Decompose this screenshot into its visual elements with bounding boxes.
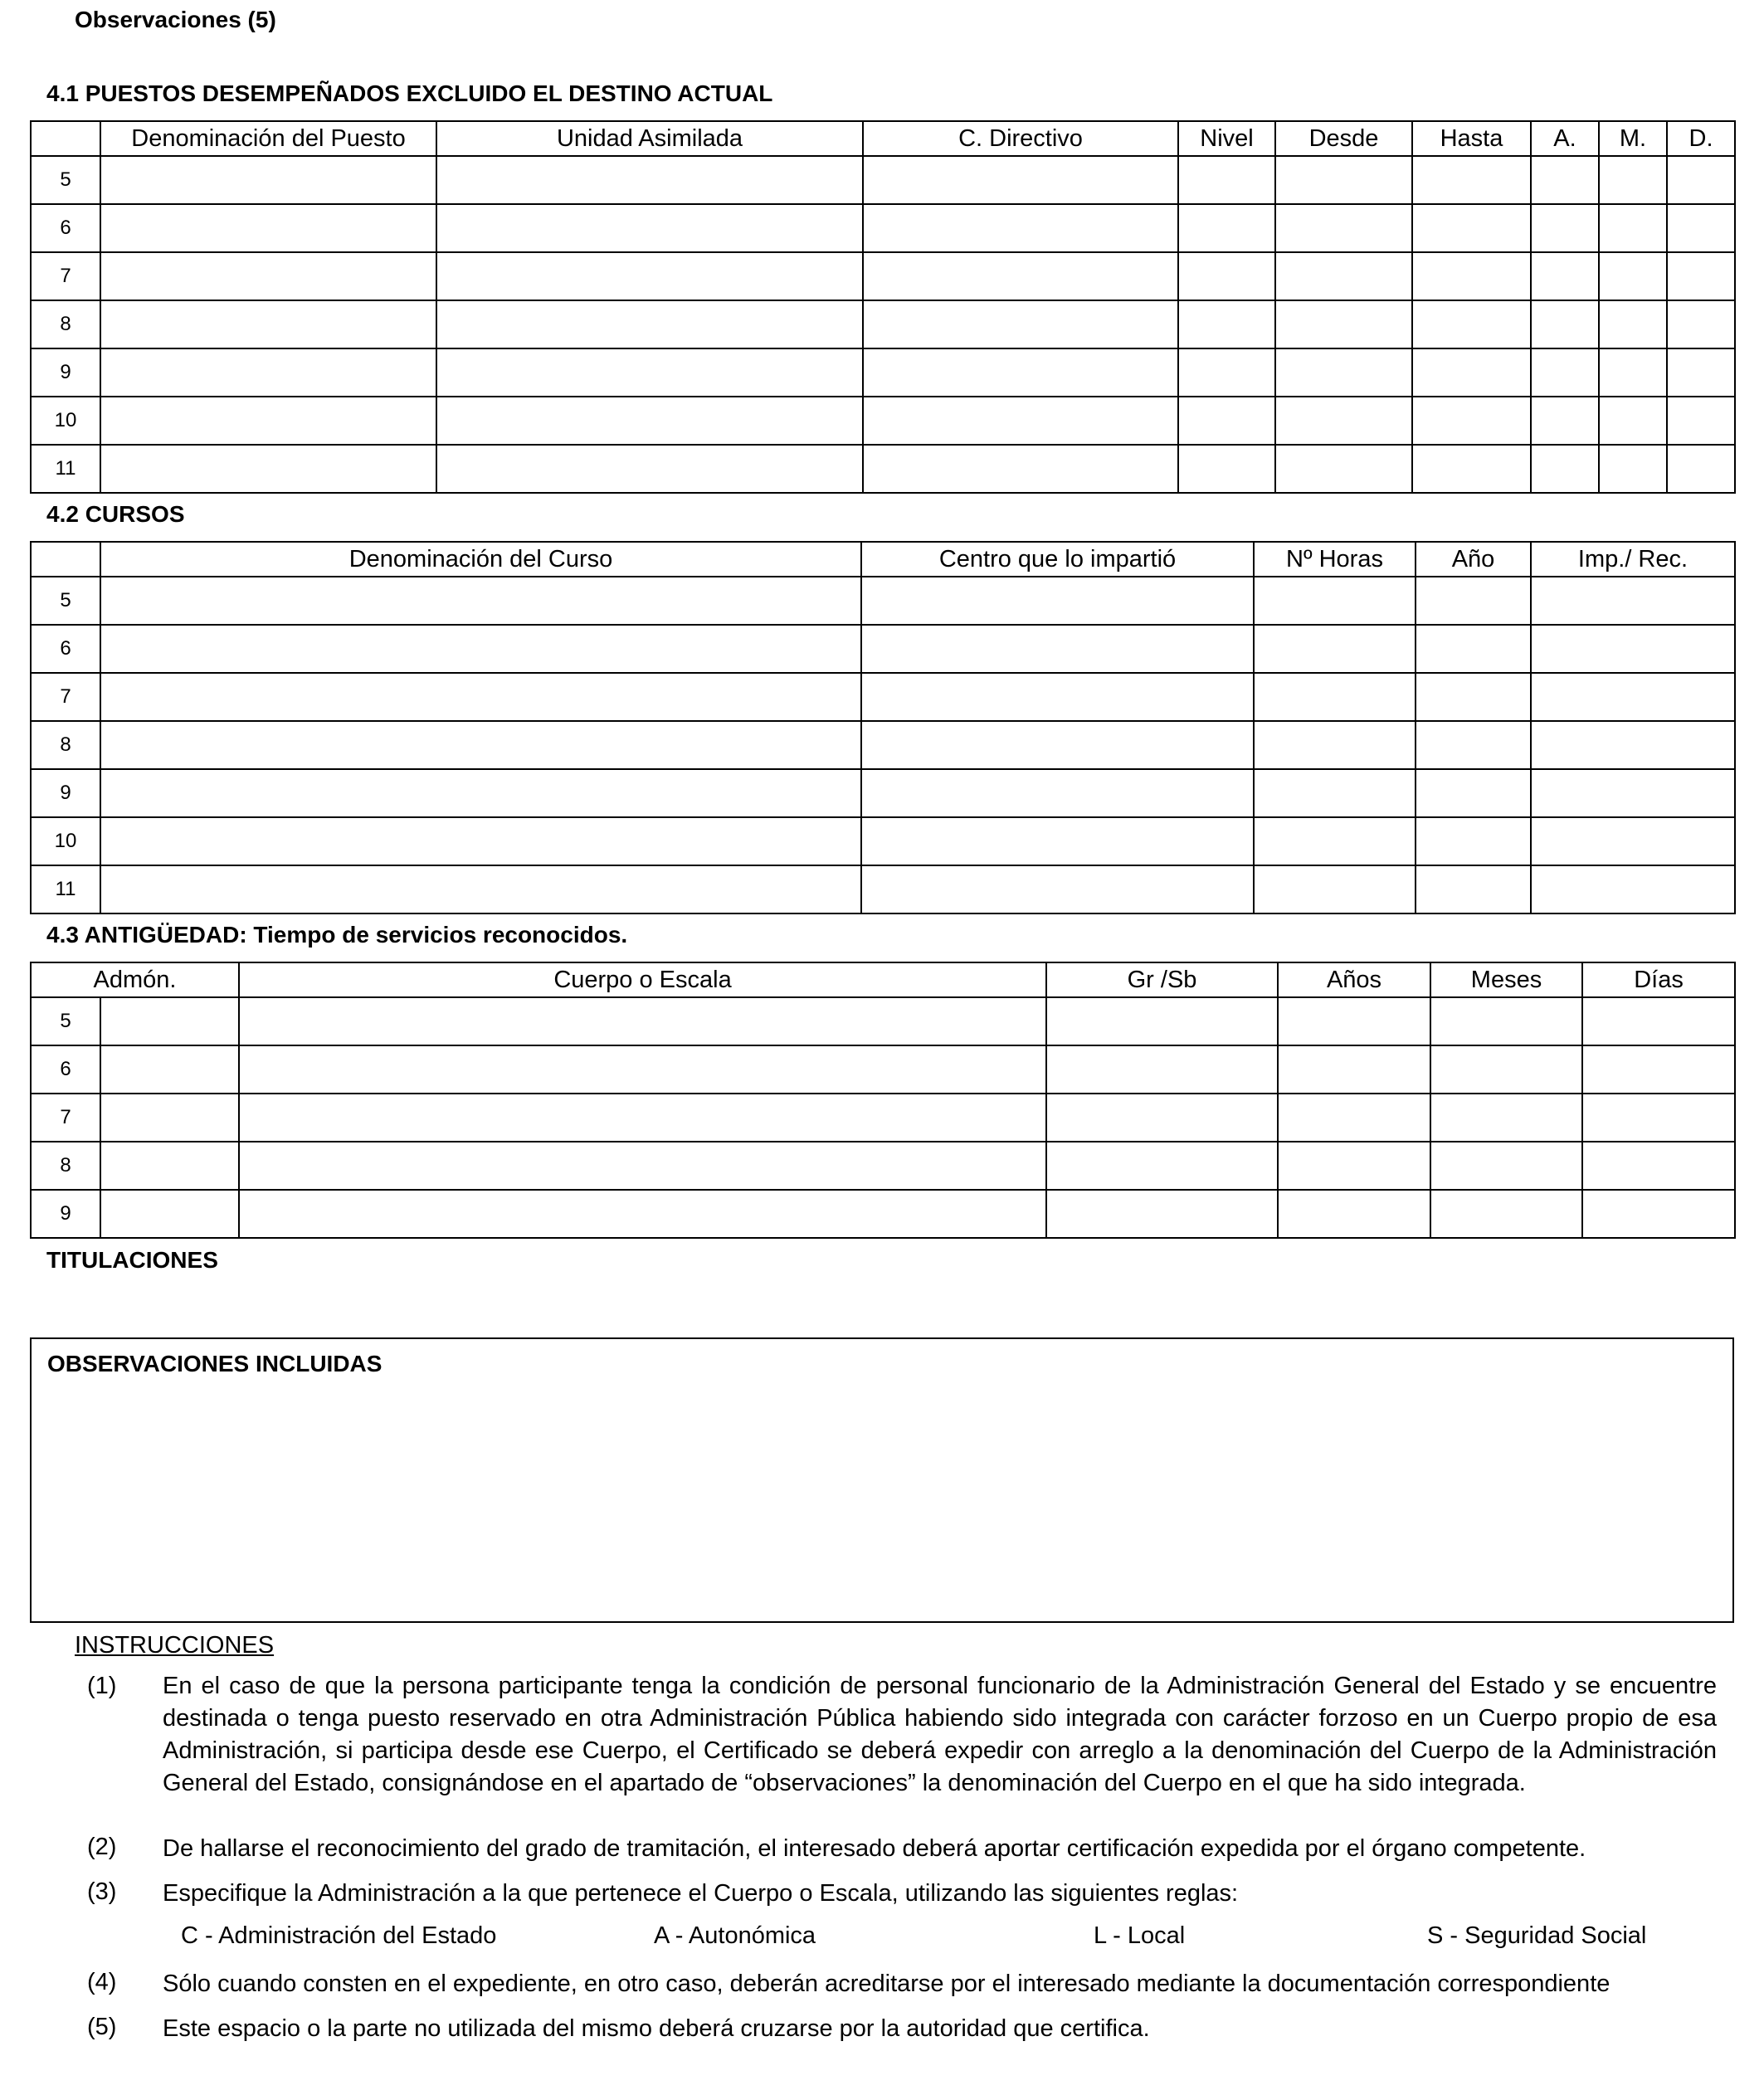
table-row [31,817,1735,865]
column-header-imp-rec: Imp./ Rec. [1531,542,1735,577]
table-cell[interactable] [1531,673,1735,721]
instruccion-marker: (1) [87,1673,117,1699]
table-row [31,625,1735,673]
table-row [31,997,1735,1045]
table-header-row [31,121,1735,156]
table-cell[interactable] [100,817,861,865]
table-cell[interactable] [1254,577,1416,625]
table-cell[interactable] [436,397,863,445]
cursos-table [30,541,1736,914]
table-cell[interactable] [863,397,1178,445]
table-cell[interactable] [1412,204,1531,252]
table-cell[interactable] [436,252,863,300]
table-cell[interactable] [1278,1045,1430,1094]
table-cell[interactable] [863,348,1178,397]
table-cell[interactable] [1531,817,1735,865]
row-number: 10 [31,397,100,445]
table-cell[interactable] [1416,673,1531,721]
table-cell[interactable] [436,348,863,397]
column-header-blank [31,121,100,156]
table-cell[interactable] [1599,445,1667,493]
row-number: 11 [31,445,100,493]
table-row [31,1094,1735,1142]
table-cell[interactable] [100,673,861,721]
table-cell[interactable] [100,204,436,252]
table-cell[interactable] [1599,156,1667,204]
table-cell[interactable] [239,1094,1046,1142]
puestos-table [30,120,1736,494]
table-cell[interactable] [1416,721,1531,769]
table-cell[interactable] [436,204,863,252]
table-cell[interactable] [100,577,861,625]
table-row [31,577,1735,625]
table-cell[interactable] [1412,156,1531,204]
table-cell[interactable] [100,156,436,204]
table-cell[interactable] [1416,769,1531,817]
table-row [31,252,1735,300]
row-number: 8 [31,300,100,348]
table-cell[interactable] [861,865,1254,913]
row-number: 7 [31,673,100,721]
row-number: 9 [31,348,100,397]
table-cell[interactable] [1178,348,1275,397]
column-header-gr-sb: Gr /Sb [1046,962,1278,997]
table-cell[interactable] [1582,1045,1735,1094]
table-cell[interactable] [239,1045,1046,1094]
table-cell[interactable] [1599,397,1667,445]
row-number: 9 [31,769,100,817]
observaciones-title: Observaciones (5) [75,7,276,32]
table-row [31,721,1735,769]
instruccion-marker: (2) [87,1834,117,1860]
table-cell[interactable] [861,625,1254,673]
antiguedad-table [30,962,1736,1239]
table-cell[interactable] [1254,865,1416,913]
table-cell[interactable] [1531,769,1735,817]
instruccion-text: De hallarse el reconocimiento del grado de tramitación, el interesado deberá aportar certificación expedida por el órgano competente. [163,1835,1586,1862]
table-cell[interactable] [1416,817,1531,865]
table-cell[interactable] [1582,1094,1735,1142]
table-cell[interactable] [863,156,1178,204]
table-cell[interactable] [100,769,861,817]
column-header-centro-que-lo-impartio: Centro que lo impartió [861,542,1254,577]
section-42-title: 4.2 CURSOS [46,501,185,527]
instruccion-marker: (4) [87,1969,117,1995]
column-header-blank [31,542,100,577]
table-cell[interactable] [100,397,436,445]
table-row [31,1045,1735,1094]
table-cell[interactable] [1275,397,1412,445]
table-cell[interactable] [1531,348,1599,397]
table-cell[interactable] [1430,1190,1582,1238]
table-cell[interactable] [436,445,863,493]
table-cell[interactable] [1178,204,1275,252]
table-cell[interactable] [1046,1190,1278,1238]
table-cell[interactable] [1254,721,1416,769]
column-header-ano: Año [1416,542,1531,577]
table-cell[interactable] [1254,673,1416,721]
table-cell[interactable] [1278,997,1430,1045]
observaciones-incluidas-box[interactable] [30,1337,1734,1623]
row-number: 9 [31,1190,100,1238]
table-cell[interactable] [1275,156,1412,204]
table-cell[interactable] [1667,252,1735,300]
table-cell[interactable] [1416,577,1531,625]
column-header-denominacion-del-puesto: Denominación del Puesto [100,121,436,156]
table-cell[interactable] [1667,300,1735,348]
instruccion-text: Especifique la Administración a la que pertenece el Cuerpo o Escala, utilizando las siguientes reglas: [163,1880,1239,1907]
table-row [31,300,1735,348]
row-number: 5 [31,156,100,204]
table-cell[interactable] [1178,300,1275,348]
table-cell[interactable] [100,865,861,913]
table-cell[interactable] [1275,348,1412,397]
table-cell[interactable] [1667,348,1735,397]
row-number: 7 [31,252,100,300]
table-cell[interactable] [1254,817,1416,865]
table-cell[interactable] [1531,721,1735,769]
instruccion-text: En el caso de que la persona participante tenga la condición de personal funcionario de la Administración General del Estado y se encuentre destinada o tenga puesto reservado en otra Administración Pública habiendo sido integrada con carácter forzoso en un Cuerpo propio de esa Administración, si participa desde ese Cuerpo, el Certificado se deberá expedir con arreglo a la denominación del Cuerpo de la Administración General del Estado, consignándose en el apartado de “observaciones” la denominación del Cuerpo en el que ha sido integrada. [163,1673,1717,1796]
table-cell[interactable] [100,625,861,673]
table-cell[interactable] [863,204,1178,252]
table-cell[interactable] [1582,1190,1735,1238]
table-cell[interactable] [1430,1094,1582,1142]
table-cell[interactable] [861,817,1254,865]
table-cell[interactable] [1531,865,1735,913]
column-header-denominacion-del-curso: Denominación del Curso [100,542,861,577]
table-cell[interactable] [1046,1094,1278,1142]
table-cell[interactable] [1582,997,1735,1045]
table-cell[interactable] [1275,204,1412,252]
instruccion-text: Este espacio o la parte no utilizada del mismo deberá cruzarse por la autoridad que certifica. [163,2015,1150,2042]
row-number: 11 [31,865,100,913]
table-cell[interactable] [1531,577,1735,625]
table-cell[interactable] [1667,204,1735,252]
table-cell[interactable] [1531,445,1599,493]
table-cell[interactable] [1275,252,1412,300]
table-cell[interactable] [100,300,436,348]
rule-autonomica: A - Autonómica [654,1922,816,1949]
table-cell[interactable] [1430,997,1582,1045]
row-number: 6 [31,625,100,673]
table-header-row [31,962,1735,997]
table-cell[interactable] [1582,1142,1735,1190]
column-header-anos: Años [1278,962,1430,997]
table-cell[interactable] [1254,769,1416,817]
table-row [31,445,1735,493]
column-header-unidad-asimilada: Unidad Asimilada [436,121,863,156]
column-header-admon: Admón. [31,962,239,997]
table-cell[interactable] [1599,204,1667,252]
table-cell[interactable] [861,577,1254,625]
table-cell[interactable] [100,1045,239,1094]
table-cell[interactable] [436,156,863,204]
table-row [31,348,1735,397]
instruccion-marker: (5) [87,2014,117,2040]
table-cell[interactable] [1178,252,1275,300]
row-number: 7 [31,1094,100,1142]
row-number: 8 [31,721,100,769]
table-cell[interactable] [1599,348,1667,397]
table-cell[interactable] [863,300,1178,348]
table-cell[interactable] [1599,300,1667,348]
column-header-m: M. [1599,121,1667,156]
column-header-dias: Días [1582,962,1735,997]
table-cell[interactable] [239,1190,1046,1238]
table-cell[interactable] [1416,865,1531,913]
table-cell[interactable] [1412,348,1531,397]
table-cell[interactable] [1278,1142,1430,1190]
table-cell[interactable] [1667,445,1735,493]
table-header-row [31,542,1735,577]
table-cell[interactable] [1531,625,1735,673]
row-number: 5 [31,577,100,625]
table-cell[interactable] [1416,625,1531,673]
table-cell[interactable] [1430,1142,1582,1190]
table-cell[interactable] [1531,252,1599,300]
rule-seguridad-social: S - Seguridad Social [1427,1922,1647,1949]
rule-estado: C - Administración del Estado [181,1922,497,1949]
column-header-nivel: Nivel [1178,121,1275,156]
table-cell[interactable] [861,769,1254,817]
table-cell[interactable] [1667,156,1735,204]
table-cell[interactable] [861,721,1254,769]
table-row [31,1190,1735,1238]
row-number: 6 [31,204,100,252]
table-cell[interactable] [100,445,436,493]
column-header-n-horas: Nº Horas [1254,542,1416,577]
column-header-hasta: Hasta [1412,121,1531,156]
table-cell[interactable] [100,1142,239,1190]
section-43-title: 4.3 ANTIGÜEDAD: Tiempo de servicios reconocidos. [46,922,628,948]
rule-local: L - Local [1094,1922,1186,1949]
table-row [31,769,1735,817]
table-row [31,673,1735,721]
table-cell[interactable] [1178,397,1275,445]
table-cell[interactable] [1412,445,1531,493]
table-cell[interactable] [1275,300,1412,348]
table-cell[interactable] [239,997,1046,1045]
table-cell[interactable] [1412,300,1531,348]
table-cell[interactable] [1599,252,1667,300]
column-header-d: D. [1667,121,1735,156]
row-number: 5 [31,997,100,1045]
table-cell[interactable] [1275,445,1412,493]
table-row [31,1142,1735,1190]
table-cell[interactable] [1046,1142,1278,1190]
titulaciones-title: TITULACIONES [46,1247,218,1273]
observaciones-incluidas-title: OBSERVACIONES INCLUIDAS [47,1351,383,1376]
table-cell[interactable] [1046,997,1278,1045]
table-row [31,865,1735,913]
table-row [31,204,1735,252]
table-cell[interactable] [863,252,1178,300]
table-cell[interactable] [1178,156,1275,204]
table-cell[interactable] [1178,445,1275,493]
table-cell[interactable] [861,673,1254,721]
instruccion-marker: (3) [87,1878,117,1905]
table-cell[interactable] [1531,397,1599,445]
table-cell[interactable] [436,300,863,348]
table-cell[interactable] [1412,252,1531,300]
table-cell[interactable] [1667,397,1735,445]
column-header-c-directivo: C. Directivo [863,121,1178,156]
row-number: 10 [31,817,100,865]
instruccion-text: Sólo cuando consten en el expediente, en otro caso, deberán acreditarse por el interesado mediante la documentación correspondiente [163,1971,1611,1997]
table-cell[interactable] [863,445,1178,493]
table-cell[interactable] [1254,625,1416,673]
table-cell[interactable] [1531,300,1599,348]
table-cell[interactable] [1278,1190,1430,1238]
table-cell[interactable] [239,1142,1046,1190]
table-row [31,156,1735,204]
table-cell[interactable] [1412,397,1531,445]
column-header-meses: Meses [1430,962,1582,997]
column-header-a: A. [1531,121,1599,156]
table-cell[interactable] [1046,1045,1278,1094]
table-cell[interactable] [1531,156,1599,204]
row-number: 8 [31,1142,100,1190]
table-cell[interactable] [1430,1045,1582,1094]
column-header-cuerpo-o-escala: Cuerpo o Escala [239,962,1046,997]
table-cell[interactable] [1531,204,1599,252]
column-header-desde: Desde [1275,121,1412,156]
table-row [31,397,1735,445]
table-cell[interactable] [100,997,239,1045]
table-cell[interactable] [1278,1094,1430,1142]
table-cell[interactable] [100,721,861,769]
table-cell[interactable] [100,348,436,397]
table-cell[interactable] [100,252,436,300]
table-cell[interactable] [100,1190,239,1238]
instrucciones-title: INSTRUCCIONES [75,1632,275,1659]
row-number: 6 [31,1045,100,1094]
table-cell[interactable] [100,1094,239,1142]
section-41-title: 4.1 PUESTOS DESEMPEÑADOS EXCLUIDO EL DESTINO ACTUAL [46,80,773,106]
